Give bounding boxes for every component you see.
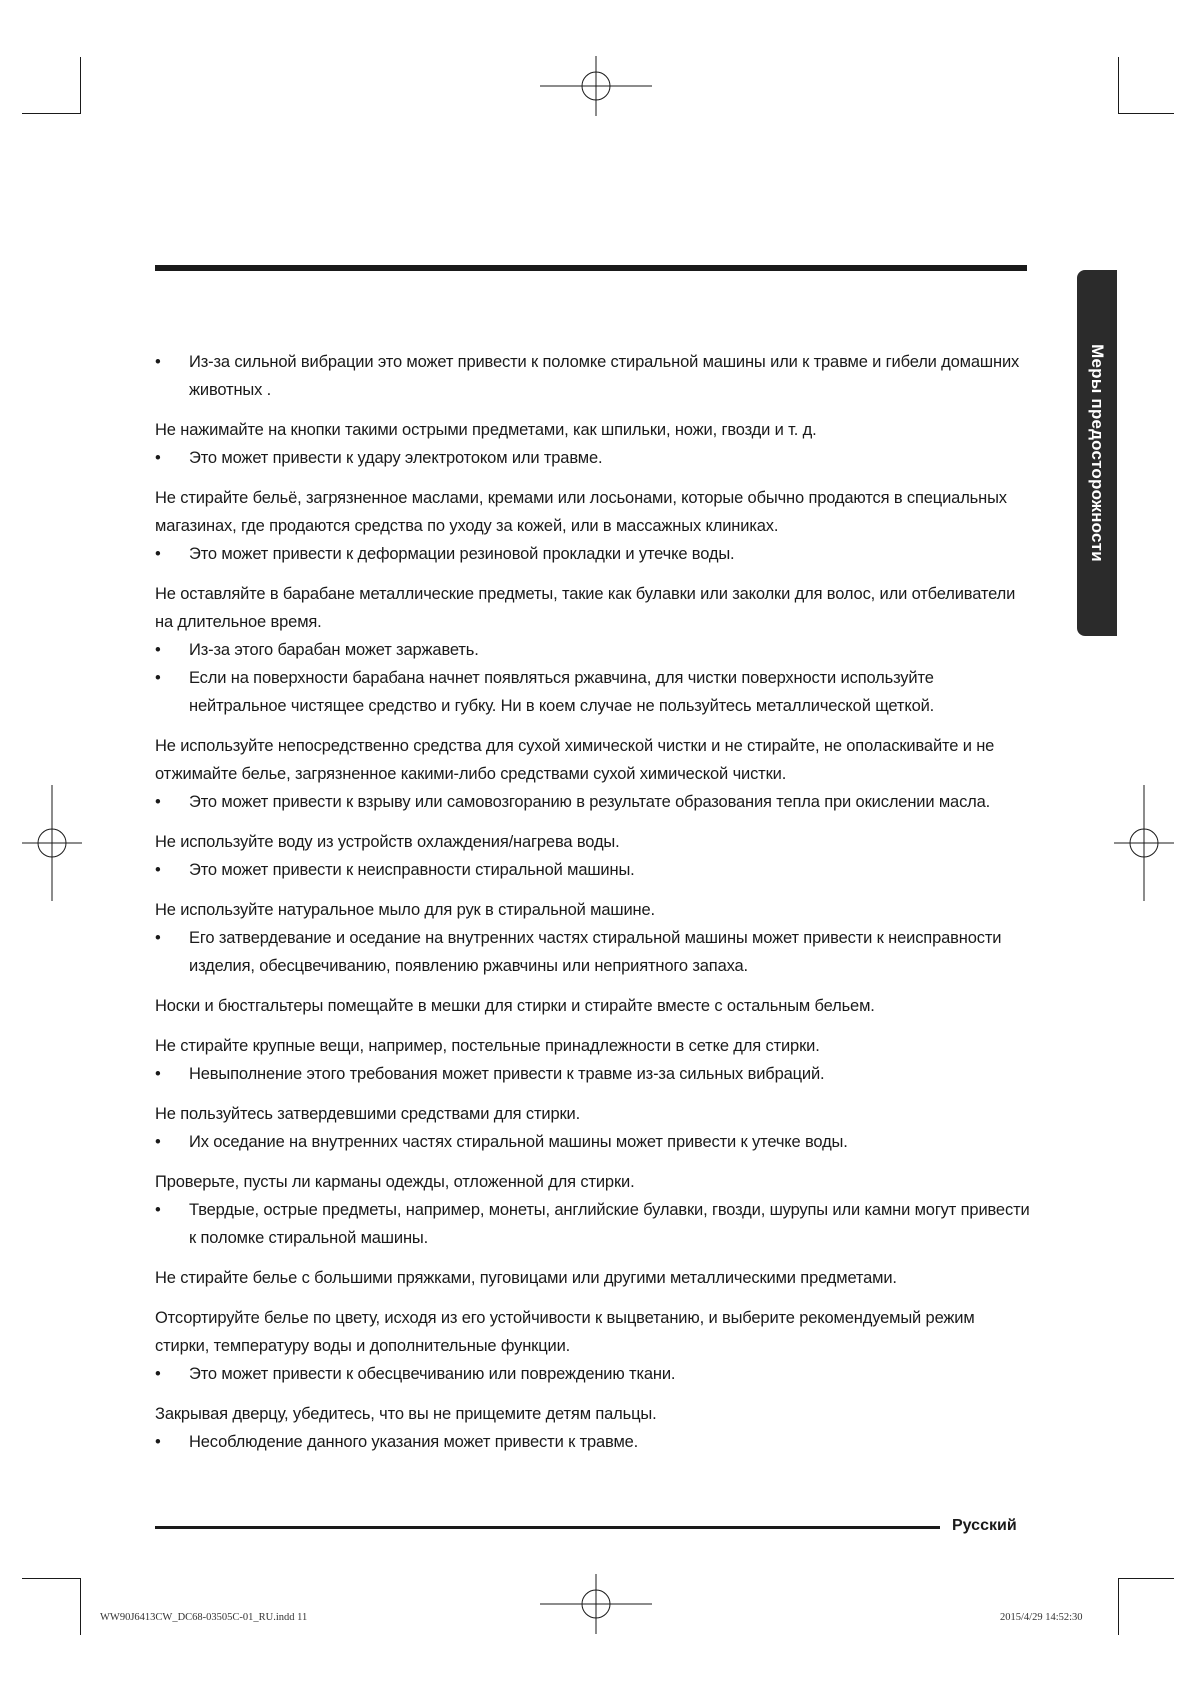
precaution-bullet-list <box>155 636 1030 720</box>
precaution-bullet-list <box>155 1128 1030 1156</box>
precaution-bullet-text: Это может привести к удару электротоком или травме. <box>189 449 603 467</box>
precaution-heading: Не стирайте бельё, загрязненное маслами, кремами или лосьонами, которые обычно продаются в специальных магазинах, где продаются средства по уходу за кожей, или в массажных клиниках. <box>155 489 1007 535</box>
precaution-section <box>155 416 1030 472</box>
precaution-bullet-item <box>155 924 1030 980</box>
file-slug: WW90J6413CW_DC68-03505C-01_RU.indd 11 <box>100 1612 308 1623</box>
bottom-rule <box>155 1526 940 1529</box>
crop-mark-top-left-vertical <box>80 57 81 114</box>
registration-mark-right <box>1114 785 1174 901</box>
precaution-bullet-list <box>155 348 1030 404</box>
bullet-dot-icon: • <box>155 793 161 811</box>
bullet-dot-icon: • <box>155 669 161 687</box>
crop-mark-bottom-left-vertical <box>80 1578 81 1635</box>
precaution-bullet-list <box>155 1196 1030 1252</box>
precaution-heading: Проверьте, пусты ли карманы одежды, отложенной для стирки. <box>155 1173 635 1191</box>
precaution-heading: Не стирайте белье с большими пряжками, пуговицами или другими металлическими предметами. <box>155 1269 897 1287</box>
precaution-bullet-text: Невыполнение этого требования может привести к травме из-за сильных вибраций. <box>189 1065 825 1083</box>
precaution-bullet-item <box>155 788 1030 816</box>
precaution-bullet-item <box>155 1060 1030 1088</box>
precaution-heading: Не используйте непосредственно средства для сухой химической чистки и не стирайте, не ополаскивайте и не отжимайте белье, загрязненное какими-либо средствами сухой химической чистки. <box>155 737 995 783</box>
precaution-bullet-text: Из-за сильной вибрации это может привести к поломке стиральной машины или к травме и гибели домашних животных . <box>189 353 1020 399</box>
precaution-bullet-item <box>155 856 1030 884</box>
crop-mark-top-left-horizontal <box>22 113 80 114</box>
precaution-bullet-text: Если на поверхности барабана начнет появляться ржавчина, для чистки поверхности используйте нейтральное чистящее средство и губку. Ни в коем случае не пользуйтесь металлической щеткой. <box>189 669 935 715</box>
precaution-bullet-text: Из-за этого барабан может заржаветь. <box>189 641 479 659</box>
precaution-heading: Носки и бюстгальтеры помещайте в мешки для стирки и стирайте вместе с остальным бельем. <box>155 997 875 1015</box>
precaution-bullet-item <box>155 664 1030 720</box>
registration-mark-top <box>540 56 652 116</box>
crop-mark-top-right-horizontal <box>1118 113 1174 114</box>
registration-mark-bottom <box>540 1574 652 1634</box>
bullet-dot-icon: • <box>155 545 161 563</box>
safety-precautions-content <box>155 348 1030 1468</box>
precaution-section <box>155 1168 1030 1252</box>
bullet-dot-icon: • <box>155 641 161 659</box>
precaution-section <box>155 1304 1030 1388</box>
crop-mark-top-right-vertical <box>1118 57 1119 114</box>
precaution-heading: Не стирайте крупные вещи, например, постельные принадлежности в сетке для стирки. <box>155 1037 820 1055</box>
precaution-bullet-text: Твердые, острые предметы, например, монеты, английские булавки, гвозди, шурупы или камни могут привести к поломке стиральной машины. <box>189 1201 1030 1247</box>
precaution-heading: Отсортируйте белье по цвету, исходя из его устойчивости к выцветанию, и выберите рекомендуемый режим стирки, температуру воды и дополнительные функции. <box>155 1309 975 1355</box>
precaution-bullet-text: Это может привести к деформации резиновой прокладки и утечке воды. <box>189 545 735 563</box>
precaution-bullet-text: Это может привести к неисправности стиральной машины. <box>189 861 635 879</box>
language-label: Русский <box>952 1517 1017 1534</box>
precaution-bullet-text: Несоблюдение данного указания может привести к травме. <box>189 1433 639 1451</box>
section-side-tab <box>1077 270 1117 636</box>
bullet-dot-icon: • <box>155 449 161 467</box>
bullet-dot-icon: • <box>155 1133 161 1151</box>
precaution-bullet-text: Его затвердевание и оседание на внутренних частях стиральной машины может привести к неисправности изделия, обесцвечиванию, появлению ржавчины или неприятного запаха. <box>189 929 1002 975</box>
crop-mark-bottom-left-horizontal <box>22 1578 80 1579</box>
precaution-section <box>155 732 1030 816</box>
precaution-bullet-item <box>155 1360 1030 1388</box>
precaution-section <box>155 1032 1030 1088</box>
registration-mark-left <box>22 785 82 901</box>
precaution-heading: Не используйте натуральное мыло для рук в стиральной машине. <box>155 901 655 919</box>
bullet-dot-icon: • <box>155 353 161 371</box>
bullet-dot-icon: • <box>155 861 161 879</box>
precaution-section <box>155 992 1030 1020</box>
precaution-bullet-item <box>155 636 1030 664</box>
precaution-bullet-list <box>155 924 1030 980</box>
precaution-bullet-list <box>155 788 1030 816</box>
precaution-heading: Не пользуйтесь затвердевшими средствами для стирки. <box>155 1105 581 1123</box>
precaution-section <box>155 580 1030 720</box>
precaution-bullet-list <box>155 540 1030 568</box>
precaution-heading: Не нажимайте на кнопки такими острыми предметами, как шпильки, ножи, гвозди и т. д. <box>155 421 817 439</box>
precaution-bullet-item <box>155 348 1030 404</box>
precaution-section <box>155 484 1030 568</box>
precaution-section <box>155 1264 1030 1292</box>
bullet-dot-icon: • <box>155 1365 161 1383</box>
precaution-section <box>155 896 1030 980</box>
precaution-bullet-item <box>155 1128 1030 1156</box>
bullet-dot-icon: • <box>155 929 161 947</box>
precaution-bullet-list <box>155 444 1030 472</box>
crop-mark-bottom-right-horizontal <box>1118 1578 1174 1579</box>
precaution-section <box>155 828 1030 884</box>
top-rule <box>155 265 1027 271</box>
precaution-bullet-text: Это может привести к взрыву или самовозгоранию в результате образования тепла при окислении масла. <box>189 793 991 811</box>
precaution-bullet-text: Их оседание на внутренних частях стиральной машины может привести к утечке воды. <box>189 1133 848 1151</box>
precaution-bullet-text: Это может привести к обесцвечиванию или повреждению ткани. <box>189 1365 676 1383</box>
precaution-bullet-item <box>155 540 1030 568</box>
precaution-bullet-item <box>155 444 1030 472</box>
precaution-bullet-list <box>155 856 1030 884</box>
precaution-heading: Закрывая дверцу, убедитесь, что вы не прищемите детям пальцы. <box>155 1405 657 1423</box>
precaution-heading: Не используйте воду из устройств охлаждения/нагрева воды. <box>155 833 620 851</box>
precaution-section <box>155 348 1030 404</box>
precaution-bullet-list <box>155 1428 1030 1456</box>
precaution-bullet-list <box>155 1060 1030 1088</box>
crop-mark-bottom-right-vertical <box>1118 1578 1119 1635</box>
bullet-dot-icon: • <box>155 1201 161 1219</box>
date-slug: 2015/4/29 14:52:30 <box>1000 1612 1083 1623</box>
precaution-heading: Не оставляйте в барабане металлические предметы, такие как булавки или заколки для волос, или отбеливатели на длительное время. <box>155 585 1016 631</box>
bullet-dot-icon: • <box>155 1433 161 1451</box>
precaution-section <box>155 1400 1030 1456</box>
bullet-dot-icon: • <box>155 1065 161 1083</box>
precaution-bullet-item <box>155 1428 1030 1456</box>
precaution-section <box>155 1100 1030 1156</box>
precaution-bullet-list <box>155 1360 1030 1388</box>
section-side-tab-label: Меры предосторожности <box>1088 344 1108 562</box>
precaution-bullet-item <box>155 1196 1030 1252</box>
